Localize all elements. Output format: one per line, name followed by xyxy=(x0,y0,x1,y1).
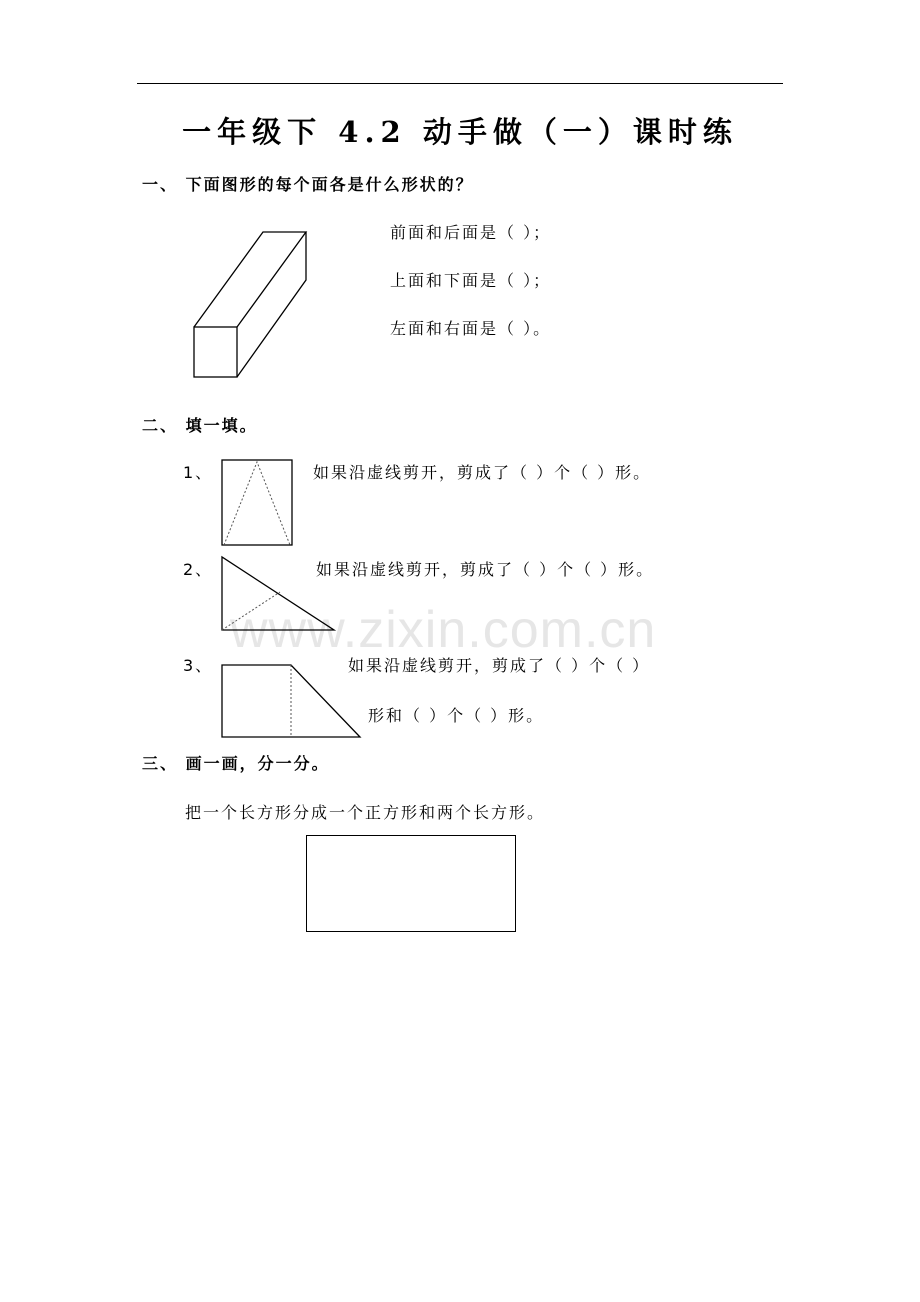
section3-heading: 三、 画一画，分一分。 xyxy=(142,754,330,773)
face-line-top-bottom: 上面和下面是（ ）； xyxy=(390,271,552,290)
item2-text: 如果沿虚线剪开，剪成了（ ）个（ ）形。 xyxy=(316,560,655,579)
section2-heading: 二、 填一填。 xyxy=(142,416,258,435)
item2-number: 2、 xyxy=(183,560,214,579)
item3-text: 如果沿虚线剪开，剪成了（ ）个（ ） xyxy=(348,656,651,675)
face-line-front-back: 前面和后面是（ ）； xyxy=(390,223,552,242)
watermark: www.zixin.com.cn xyxy=(230,601,657,659)
face-line-left-right: 左面和右面是（ ）。 xyxy=(390,319,552,338)
section1-heading: 一、 下面图形的每个面各是什么形状的？ xyxy=(142,175,474,194)
item1-text: 如果沿虚线剪开，剪成了（ ）个（ ）形。 xyxy=(313,463,652,482)
item3-text-continued: 形和（ ）个（ ）形。 xyxy=(368,706,545,725)
section3-instruction: 把一个长方形分成一个正方形和两个长方形。 xyxy=(185,803,546,822)
item3-number: 3、 xyxy=(183,656,214,675)
drawing-rectangle[interactable] xyxy=(306,835,516,932)
page-title: 一年级下 4.2 动手做（一）课时练 xyxy=(182,115,738,149)
item1-number: 1、 xyxy=(183,463,214,482)
